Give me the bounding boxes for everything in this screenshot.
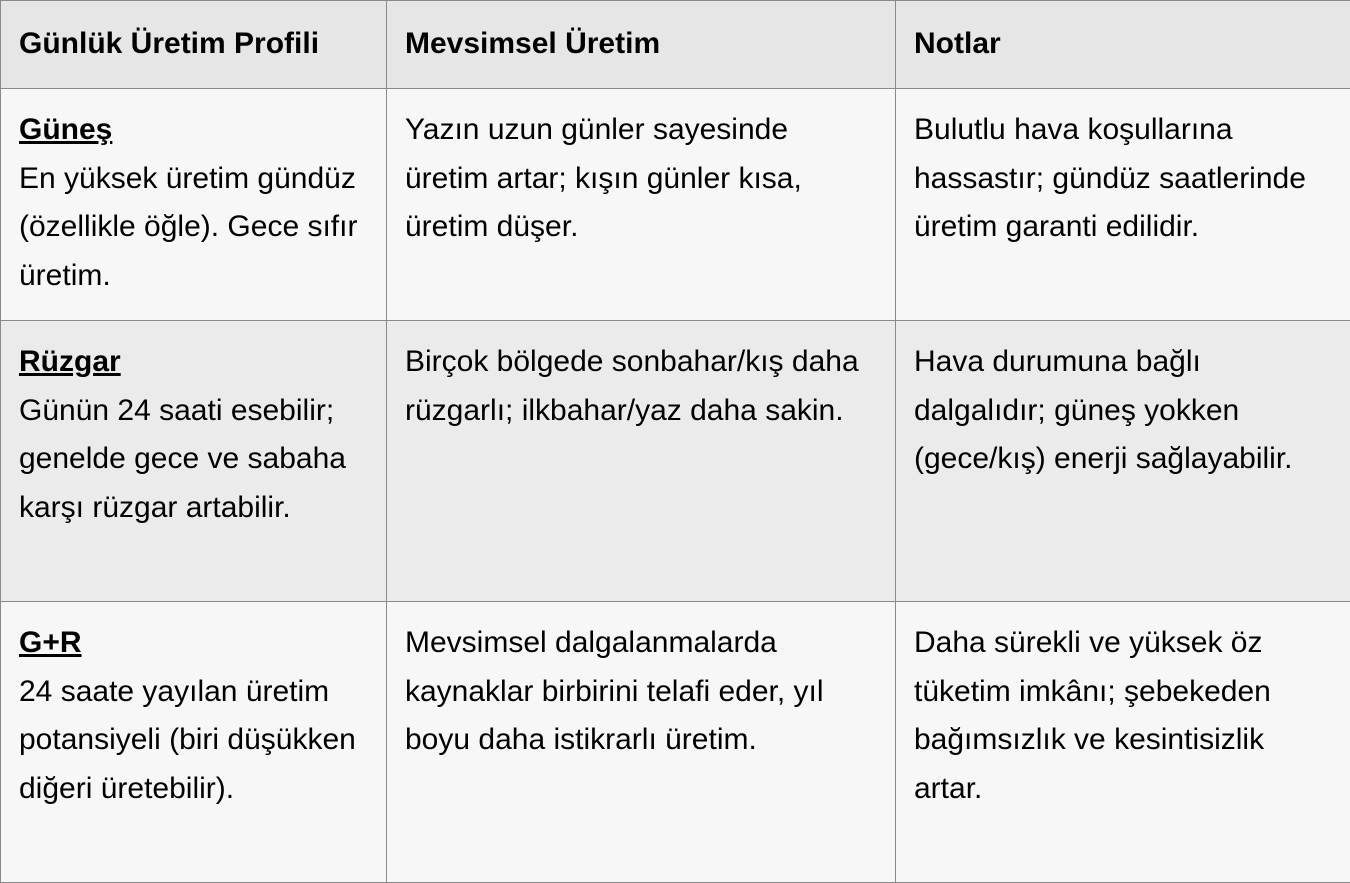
daily-text: Günün 24 saati esebilir; genelde gece ve sabaha karşı rüzgar artabilir. xyxy=(19,394,346,524)
table-row xyxy=(1,89,1350,321)
cell-notes: Hava durumuna bağlı dalgalıdır; güneş yokken (gece/kış) enerji sağlayabilir. xyxy=(896,321,1350,602)
source-title-wind: Rüzgar xyxy=(19,338,368,387)
cell-daily xyxy=(1,602,387,883)
cell-notes: Bulutlu hava koşullarına hassastır; gündüz saatlerinde üretim garanti edilidir. xyxy=(896,89,1350,321)
source-title-hybrid: G+R xyxy=(19,619,368,668)
cell-seasonal: Mevsimsel dalgalanmalarda kaynaklar birbirini telafi eder, yıl boyu daha istikrarlı üretim. xyxy=(387,602,896,883)
cell-seasonal: Birçok bölgede sonbahar/kış daha rüzgarlı; ilkbahar/yaz daha sakin. xyxy=(387,321,896,602)
source-title-solar: Güneş xyxy=(19,106,368,155)
daily-text: 24 saate yayılan üretim potansiyeli (biri düşükken diğeri üretebilir). xyxy=(19,675,356,805)
header-notes: Notlar xyxy=(896,1,1350,89)
cell-seasonal: Yazın uzun günler sayesinde üretim artar; kışın günler kısa, üretim düşer. xyxy=(387,89,896,321)
table-row xyxy=(1,602,1350,883)
header-seasonal-production: Mevsimsel Üretim xyxy=(387,1,896,89)
cell-notes: Daha sürekli ve yüksek öz tüketim imkânı; şebekeden bağımsızlık ve kesintisizlik artar. xyxy=(896,602,1350,883)
cell-daily xyxy=(1,89,387,321)
header-daily-profile: Günlük Üretim Profili xyxy=(1,1,387,89)
daily-text: En yüksek üretim gündüz (özellikle öğle). Gece sıfır üretim. xyxy=(19,162,357,292)
table-row xyxy=(1,321,1350,602)
table-header-row xyxy=(1,1,1350,89)
cell-daily xyxy=(1,321,387,602)
